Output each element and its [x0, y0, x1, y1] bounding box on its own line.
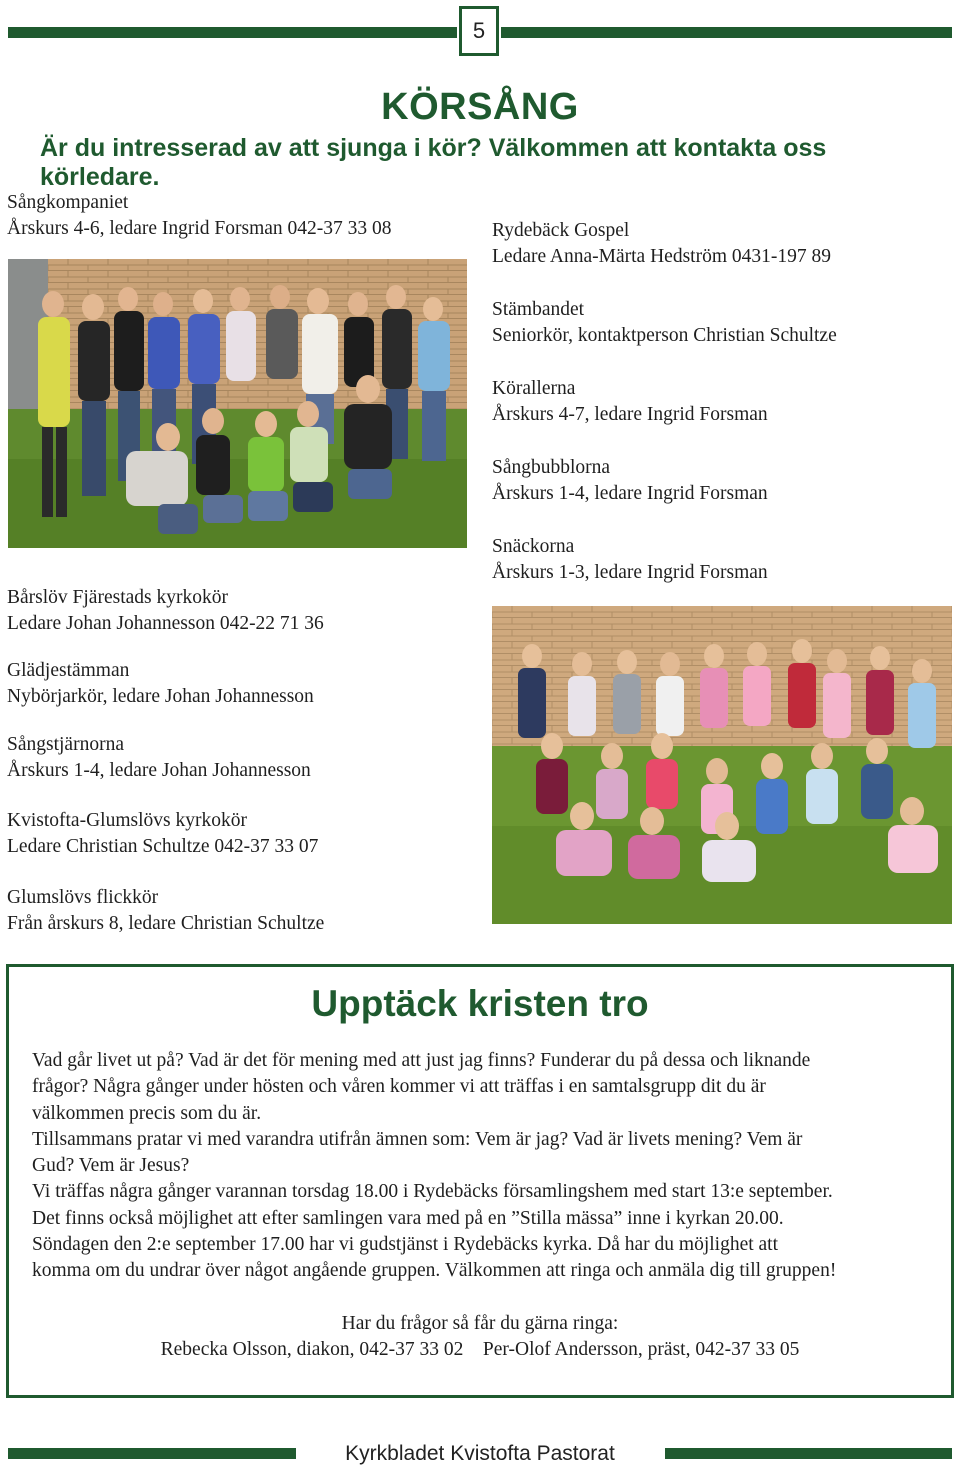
choir-name: Sångbubblorna [492, 457, 611, 478]
choir-name: Snäckorna [492, 536, 575, 557]
body-line: Söndagen den 2:e september 17.00 har vi gudstjänst i Rydebäcks kyrka. Då har du möjlighet att [32, 1234, 779, 1256]
footer-publication-name: Kyrkbladet Kvistofta Pastorat [345, 1442, 615, 1465]
body-line: Gud? Vem är Jesus? [32, 1155, 190, 1177]
choir-name: Sångkompaniet [7, 192, 129, 213]
choir-entry [492, 218, 831, 270]
body-line: frågor? Några gånger under hösten och våren kommer vi att träffas i en samtalsgrupp dit du är [32, 1076, 766, 1098]
choir-detail: Årskurs 1-3, ledare Ingrid Forsman [492, 562, 768, 583]
body-line: Vi träffas några gånger varannan torsdag 18.00 i Rydebäcks församlingshem med start 13:e september. [32, 1181, 833, 1203]
choir-name: Bårslöv Fjärestads kyrkokör [7, 587, 228, 608]
choir-detail: Nybörjarkör, ledare Johan Johannesson [7, 686, 314, 707]
header-bar-left [8, 27, 457, 38]
choir-detail: Ledare Christian Schultze 042-37 33 07 [7, 836, 319, 857]
children-choir-photo-image [492, 606, 952, 924]
children-choir-photo [492, 606, 952, 924]
footer-bar-left [8, 1448, 296, 1459]
page-subtitle: Är du intresserad av att sjunga i kör? Välkommen att kontakta oss körledare. [40, 134, 827, 191]
choir-detail: Från årskurs 8, ledare Christian Schultze [7, 913, 325, 934]
contact-line: Rebecka Olsson, diakon, 042-37 33 02 Per-Olof Andersson, präst, 042-37 33 05 [160, 1339, 800, 1360]
choir-name: Glumslövs flickkör [7, 887, 159, 908]
choir-entry [492, 376, 768, 428]
choir-name: Sångstjärnorna [7, 734, 124, 755]
choir-entry [7, 808, 318, 860]
contact-intro: Har du frågor så får du gärna ringa: [341, 1313, 619, 1334]
choir-detail: Årskurs 1-4, ledare Johan Johannesson [7, 760, 311, 781]
footer-bar-right [665, 1448, 952, 1459]
choir-name: Rydebäck Gospel [492, 220, 630, 241]
choir-name: Stämbandet [492, 299, 585, 320]
choir-entry [492, 534, 768, 586]
choir-entry [7, 585, 324, 637]
choir-entry [7, 658, 314, 710]
choir-name: Körallerna [492, 378, 576, 399]
faith-section-box [6, 964, 954, 1398]
body-line: Vad går livet ut på? Vad är det för mening med att just jag finns? Funderar du på dessa och liknande [32, 1050, 811, 1071]
body-line: Det finns också möjlighet att efter samlingen vara med på en ”Stilla mässa” inne i kyrkan 20.00. [32, 1207, 784, 1229]
body-line: välkommen precis som du är. [32, 1102, 262, 1124]
choir-name: Kvistofta-Glumslövs kyrkokör [7, 810, 247, 831]
body-line: komma om du undrar över något angående gruppen. Välkommen att ringa och anmäla dig till gruppen! [32, 1260, 837, 1282]
choir-entry [7, 732, 311, 784]
choir-entry [492, 455, 768, 507]
choir-detail: Årskurs 4-7, ledare Ingrid Forsman [492, 404, 768, 425]
choir-name: Glädjestämman [7, 660, 130, 681]
choir-detail: Årskurs 1-4, ledare Ingrid Forsman [492, 483, 768, 504]
header-bar-right [501, 27, 952, 38]
choir-detail: Ledare Johan Johannesson 042-22 71 36 [7, 613, 324, 634]
choir-group-photo [8, 259, 467, 548]
choir-detail: Seniorkör, kontaktperson Christian Schultze [492, 325, 837, 346]
choir-detail: Årskurs 4-6, ledare Ingrid Forsman 042-37 33 08 [7, 218, 392, 239]
choir-group-photo-image [8, 259, 467, 548]
choir-detail: Ledare Anna-Märta Hedström 0431-197 89 [492, 246, 831, 267]
body-line: Tillsammans pratar vi med varandra utifrån ämnen som: Vem är jag? Vad är livets mening? Vem är [32, 1128, 803, 1150]
choir-entry [7, 190, 392, 242]
contact-info [9, 1311, 951, 1363]
choir-entry [7, 885, 324, 937]
choir-entry [492, 297, 837, 349]
faith-section-title: Upptäck kristen tro [311, 983, 649, 1024]
faith-section-body [32, 1048, 937, 1285]
page-number: 5 [459, 6, 499, 56]
page-title: KÖRSÅNG [381, 86, 579, 128]
